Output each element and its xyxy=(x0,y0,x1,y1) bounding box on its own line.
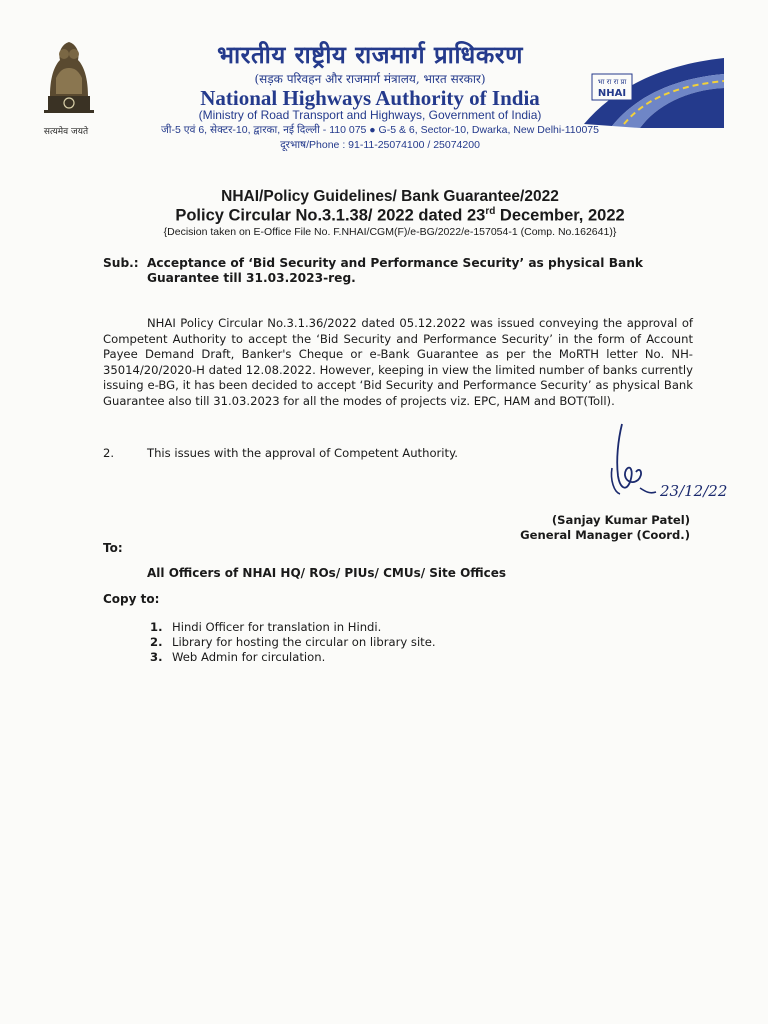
list-item-number: 2. xyxy=(150,635,163,649)
logo-hindi-text: भा रा रा प्रा xyxy=(597,78,627,86)
to-label: To: xyxy=(103,541,123,555)
org-hindi-title: भारतीय राष्ट्रीय राजमार्ग प्राधिकरण xyxy=(217,40,523,69)
list-item-text: Hindi Officer for translation in Hindi. xyxy=(172,620,382,634)
emblem-motto: सत्यमेव जयते xyxy=(43,127,89,137)
state-emblem-icon xyxy=(34,34,104,124)
subject-label: Sub.: xyxy=(103,256,139,270)
circular-heading-1: NHAI/Policy Guidelines/ Bank Guarantee/2022 xyxy=(221,188,559,205)
list-item-number: 3. xyxy=(150,650,163,664)
signer-name: (Sanjay Kumar Patel) xyxy=(551,513,690,527)
body-paragraph-1: NHAI Policy Circular No.3.1.36/2022 dated 05.12.2022 was issued conveying the approval of Competent Authority to accept the ‘Bid Security and Performance Security’ in the form of Account Payee Demand Draft, Banker's Cheque or e-Bank Guarantee as per the MoRTH letter No. NH-35014/20/2020-H dated 12.08.2022. However, keeping in view the limited number of banks currently issuing e-BG, it has been decided to accept ‘Bid Security and Performance Security’ as physical Bank Guarantee also till 31.03.2023 for all the modes of projects viz. EPC, HAM and BOT(Toll). xyxy=(103,316,693,408)
org-hindi-subtitle: (सड़क परिवहन और राजमार्ग मंत्रालय, भारत सरकार) xyxy=(254,72,486,86)
copy-to-list xyxy=(150,620,436,665)
list-item-number: 1. xyxy=(150,620,163,634)
decision-reference: {Decision taken on E-Office File No. F.NHAI/CGM(F)/e-BG/2022/e-157054-1 (Comp. No.162641)} xyxy=(163,226,617,238)
signature-date: 23/12/22 xyxy=(660,482,728,500)
list-item-text: Library for hosting the circular on library site. xyxy=(172,635,436,649)
list-item xyxy=(150,620,436,635)
org-english-subtitle: (Ministry of Road Transport and Highways, Government of India) xyxy=(198,108,542,122)
org-address: जी-5 एवं 6, सेक्टर-10, द्वारका, नई दिल्ली - 110 075 ● G-5 & 6, Sector-10, Dwarka, New Delhi-110075 xyxy=(161,124,599,136)
org-phone: दूरभाष/Phone : 91-11-25074100 / 25074200 xyxy=(280,139,480,151)
list-item-text: Web Admin for circulation. xyxy=(172,650,326,664)
paragraph-2-number: 2. xyxy=(103,446,115,460)
nhai-logo-icon xyxy=(578,44,728,129)
org-english-title: National Highways Authority of India xyxy=(200,86,540,110)
signer-designation: General Manager (Coord.) xyxy=(520,528,690,542)
body-paragraph-2: This issues with the approval of Competent Authority. xyxy=(147,446,458,460)
list-item xyxy=(150,650,436,665)
logo-text: NHAI xyxy=(597,88,627,99)
copy-to-label: Copy to: xyxy=(103,592,160,606)
subject-text: Acceptance of ‘Bid Security and Performance Security’ as physical Bank Guarantee till 31.03.2023-reg. xyxy=(147,256,643,285)
to-recipients: All Officers of NHAI HQ/ ROs/ PIUs/ CMUs/ Site Offices xyxy=(147,566,507,580)
list-item xyxy=(150,635,436,650)
handwritten-signature xyxy=(590,420,750,510)
circular-heading-2: Policy Circular No.3.1.38/ 2022 dated 23rd December, 2022 xyxy=(175,206,625,225)
